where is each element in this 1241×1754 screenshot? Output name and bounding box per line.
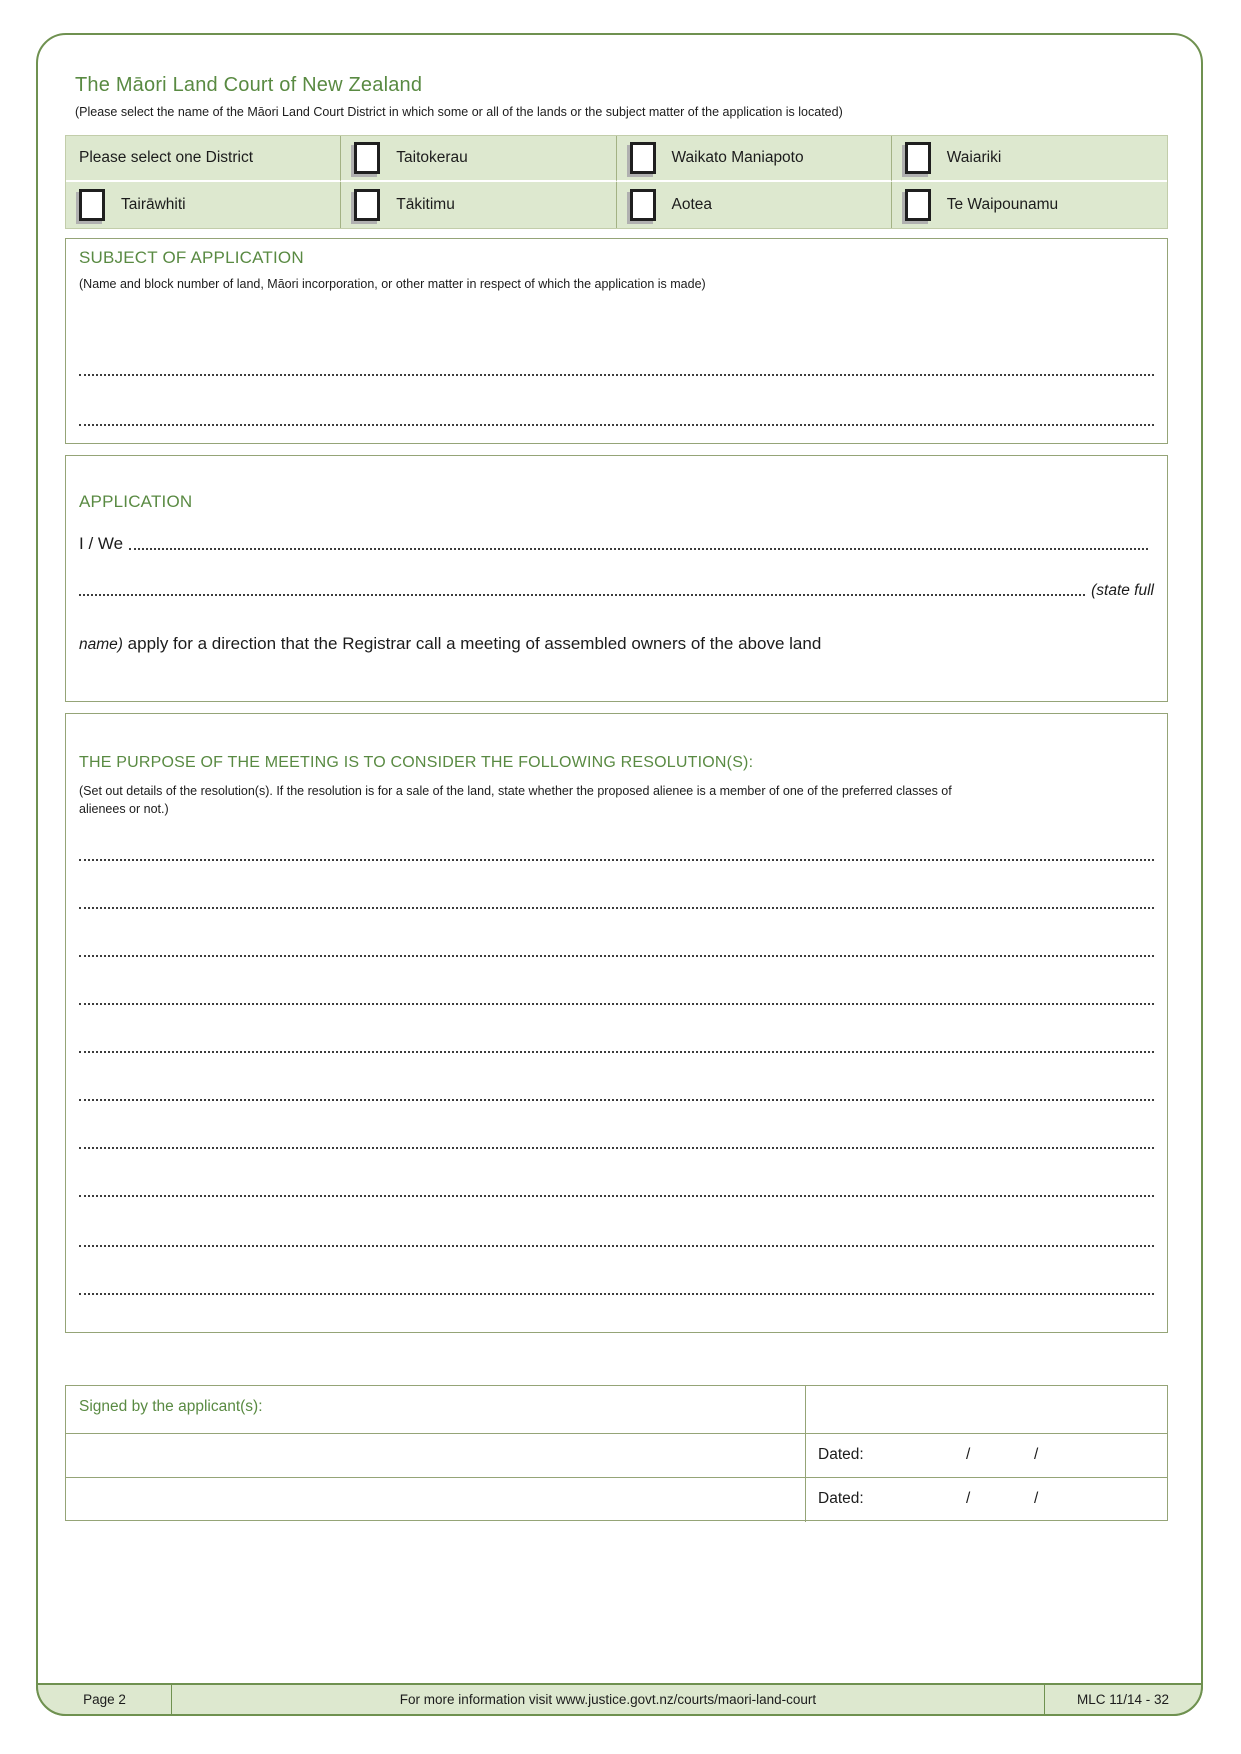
resolution-writein-line[interactable] [79, 1051, 1154, 1053]
subject-writein-line[interactable] [79, 424, 1154, 426]
purpose-heading: THE PURPOSE OF THE MEETING IS TO CONSIDER THE FOLLOWING RESOLUTION(S): [79, 754, 754, 771]
district-cell-waiariki [892, 136, 1167, 182]
resolution-writein-line[interactable] [79, 1195, 1154, 1197]
page-subtitle: (Please select the name of the Māori Land Court District in which some or all of the lands or the subject matter of the application is located) [75, 105, 843, 119]
district-label: Taitokerau [396, 149, 468, 166]
district-cell-taitokerau [341, 136, 616, 182]
resolution-writein-line[interactable] [79, 907, 1154, 909]
district-label: Tākitimu [396, 196, 455, 213]
resolution-writein-line[interactable] [79, 1003, 1154, 1005]
district-label: Waiariki [946, 149, 1002, 166]
page-title: The Māori Land Court of New Zealand [75, 74, 423, 96]
resolution-writein-line[interactable] [79, 1147, 1154, 1149]
dated-cell-2 [806, 1478, 1167, 1522]
signature-area-1[interactable] [66, 1434, 806, 1478]
resolution-writein-line[interactable] [79, 955, 1154, 957]
resolution-writein-line[interactable] [79, 859, 1154, 861]
application-section [65, 455, 1168, 702]
dated-cell-1 [806, 1434, 1167, 1478]
page-number: Page 2 [83, 1692, 126, 1707]
district-checkbox-taitokerau[interactable] [354, 142, 380, 174]
date-slash: / [1034, 1490, 1039, 1507]
applicant-name-row-2 [79, 582, 1154, 600]
district-cell-takitimu [341, 182, 616, 228]
i-we-label: I / We [79, 534, 124, 553]
state-full-label: (state full [1091, 582, 1154, 599]
district-label: Tairāwhiti [121, 196, 186, 213]
district-label: Aotea [671, 196, 713, 213]
applicant-name-line[interactable] [79, 594, 1085, 596]
purpose-section [65, 713, 1168, 1333]
district-checkbox-te-waipounamu[interactable] [905, 189, 931, 221]
district-checkbox-aotea[interactable] [630, 189, 656, 221]
subject-note: (Name and block number of land, Māori incorporation, or other matter in respect of which the application is made) [79, 277, 706, 291]
resolution-writein-line[interactable] [79, 1099, 1154, 1101]
footer-bar [36, 1683, 1203, 1716]
district-table [65, 135, 1168, 229]
district-prompt: Please select one District [79, 149, 254, 166]
purpose-note: (Set out details of the resolution(s). If the resolution is for a sale of the land, state whether the proposed alienee is a member of one of the preferred classes of alienees or not.) [79, 784, 952, 817]
date-slash: / [1034, 1446, 1039, 1463]
footer-info: For more information visit www.justice.govt.nz/courts/maori-land-court [171, 1685, 1044, 1714]
signed-header-right-cell [806, 1386, 1167, 1434]
name-paren-label: name) [79, 636, 123, 653]
dated-label: Dated: [818, 1490, 864, 1507]
resolution-writein-line[interactable] [79, 1293, 1154, 1295]
district-checkbox-takitimu[interactable] [354, 189, 380, 221]
district-cell-aotea [617, 182, 892, 228]
dated-label: Dated: [818, 1446, 864, 1463]
district-cell-waikato-maniapoto [617, 136, 892, 182]
resolution-writein-line[interactable] [79, 1245, 1154, 1247]
application-body [79, 634, 1154, 654]
district-checkbox-waiariki[interactable] [905, 142, 931, 174]
signature-area-2[interactable] [66, 1478, 806, 1522]
signed-heading-cell [66, 1386, 806, 1434]
signed-table [65, 1385, 1168, 1521]
applicant-name-line[interactable] [129, 548, 1148, 550]
form-code: MLC 11/14 - 32 [1044, 1685, 1201, 1714]
district-prompt-cell [66, 136, 341, 182]
district-label: Waikato Maniapoto [671, 149, 804, 166]
date-slash: / [966, 1490, 971, 1507]
district-checkbox-waikato-maniapoto[interactable] [630, 142, 656, 174]
district-cell-tairawhiti [66, 182, 341, 228]
applicant-name-row [79, 534, 1154, 554]
subject-writein-line[interactable] [79, 374, 1154, 376]
application-body-text: apply for a direction that the Registrar call a meeting of assembled owners of the above land [127, 634, 822, 653]
signed-heading: Signed by the applicant(s): [79, 1398, 263, 1415]
subject-heading: SUBJECT OF APPLICATION [79, 248, 304, 267]
subject-section [65, 238, 1168, 444]
district-checkbox-tairawhiti[interactable] [79, 189, 105, 221]
district-label: Te Waipounamu [946, 196, 1059, 213]
district-cell-te-waipounamu [892, 182, 1167, 228]
application-heading: APPLICATION [79, 492, 193, 511]
date-slash: / [966, 1446, 971, 1463]
